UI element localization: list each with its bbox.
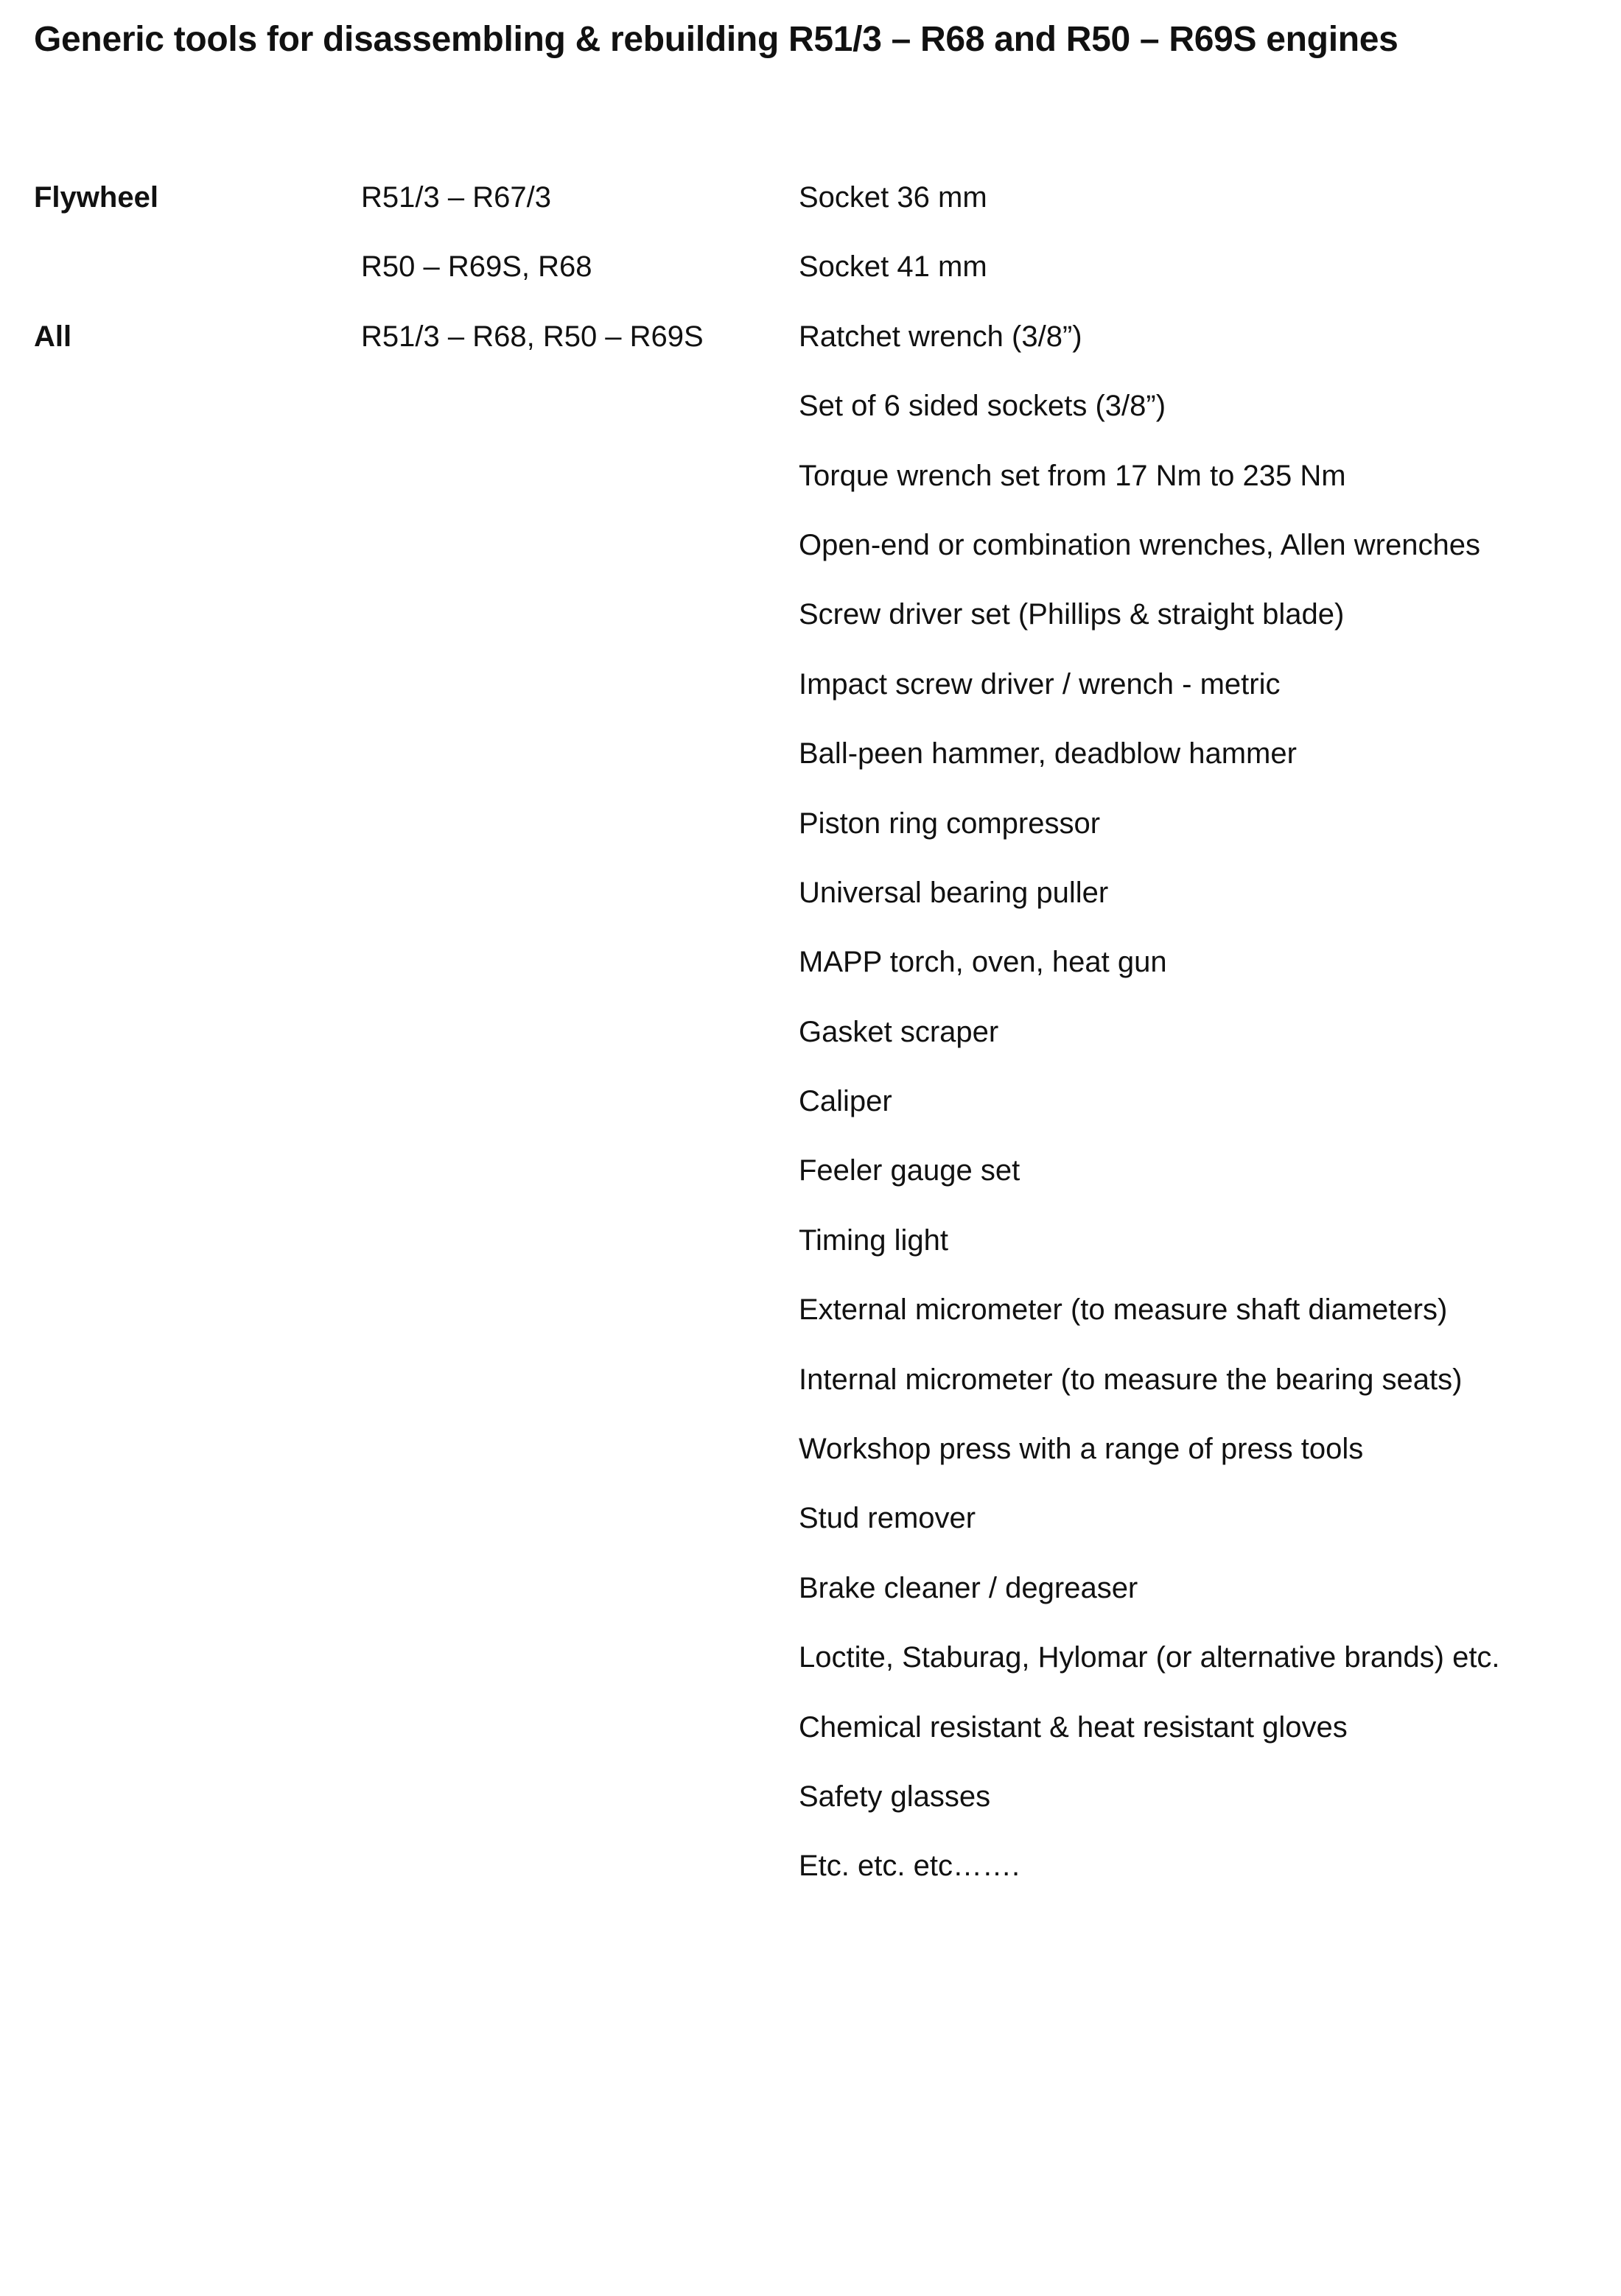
table-row xyxy=(34,1422,1596,1492)
page-title: Generic tools for disassembling & rebuilding R51/3 – R68 and R50 – R69S engines xyxy=(34,20,1398,59)
table-row xyxy=(34,1839,1596,1909)
table-row xyxy=(34,935,1596,1005)
tool-cell: Universal bearing puller xyxy=(799,876,1109,909)
tool-cell: Open-end or combination wrenches, Allen wrenches xyxy=(799,528,1480,561)
models-cell: R51/3 – R68, R50 – R69S xyxy=(361,320,704,353)
table-row xyxy=(34,588,1596,657)
table-row xyxy=(34,1005,1596,1075)
tool-cell: Loctite, Staburag, Hylomar (or alternative brands) etc. xyxy=(799,1641,1500,1674)
models-cell: R50 – R69S, R68 xyxy=(361,250,592,284)
tool-cell: Caliper xyxy=(799,1085,892,1118)
table-row xyxy=(34,658,1596,727)
table-row xyxy=(34,449,1596,519)
tool-cell: Stud remover xyxy=(799,1502,976,1535)
table-row xyxy=(34,171,1596,240)
tool-cell: Etc. etc. etc……. xyxy=(799,1850,1020,1883)
tools-table xyxy=(34,171,1596,1909)
tool-cell: Screw driver set (Phillips & straight blade) xyxy=(799,598,1345,631)
tool-cell: Workshop press with a range of press tools xyxy=(799,1433,1364,1466)
tool-cell: Timing light xyxy=(799,1224,949,1257)
tool-cell: Socket 36 mm xyxy=(799,181,987,214)
tool-cell: Feeler gauge set xyxy=(799,1154,1020,1187)
tool-cell: Set of 6 sided sockets (3/8”) xyxy=(799,390,1166,423)
tool-cell: Socket 41 mm xyxy=(799,250,987,284)
table-row xyxy=(34,1214,1596,1283)
table-row xyxy=(34,1353,1596,1422)
tool-cell: Internal micrometer (to measure the bearing seats) xyxy=(799,1363,1463,1396)
tool-cell: MAPP torch, oven, heat gun xyxy=(799,946,1167,979)
table-row xyxy=(34,1144,1596,1213)
tool-cell: Brake cleaner / degreaser xyxy=(799,1571,1138,1604)
table-row xyxy=(34,1631,1596,1700)
models-cell: R51/3 – R67/3 xyxy=(361,181,551,214)
tool-cell: Impact screw driver / wrench - metric xyxy=(799,667,1281,701)
table-row xyxy=(34,310,1596,379)
category-cell: Flywheel xyxy=(34,181,158,214)
tool-cell: Safety glasses xyxy=(799,1780,991,1813)
tool-cell: Torque wrench set from 17 Nm to 235 Nm xyxy=(799,459,1346,492)
tool-cell: Ball-peen hammer, deadblow hammer xyxy=(799,737,1297,770)
tool-cell: External micrometer (to measure shaft diameters) xyxy=(799,1293,1448,1327)
table-row xyxy=(34,519,1596,588)
tool-cell: Chemical resistant & heat resistant gloves xyxy=(799,1710,1348,1744)
table-row xyxy=(34,727,1596,796)
tool-cell: Piston ring compressor xyxy=(799,807,1101,840)
table-row xyxy=(34,1562,1596,1631)
category-cell: All xyxy=(34,320,72,353)
table-row xyxy=(34,379,1596,449)
table-row xyxy=(34,1701,1596,1770)
tool-cell: Ratchet wrench (3/8”) xyxy=(799,320,1082,353)
table-row xyxy=(34,1283,1596,1352)
table-row xyxy=(34,1492,1596,1561)
tool-cell: Gasket scraper xyxy=(799,1015,999,1048)
table-row xyxy=(34,240,1596,309)
table-row xyxy=(34,1075,1596,1144)
table-row xyxy=(34,866,1596,935)
table-row xyxy=(34,797,1596,866)
table-row xyxy=(34,1770,1596,1839)
